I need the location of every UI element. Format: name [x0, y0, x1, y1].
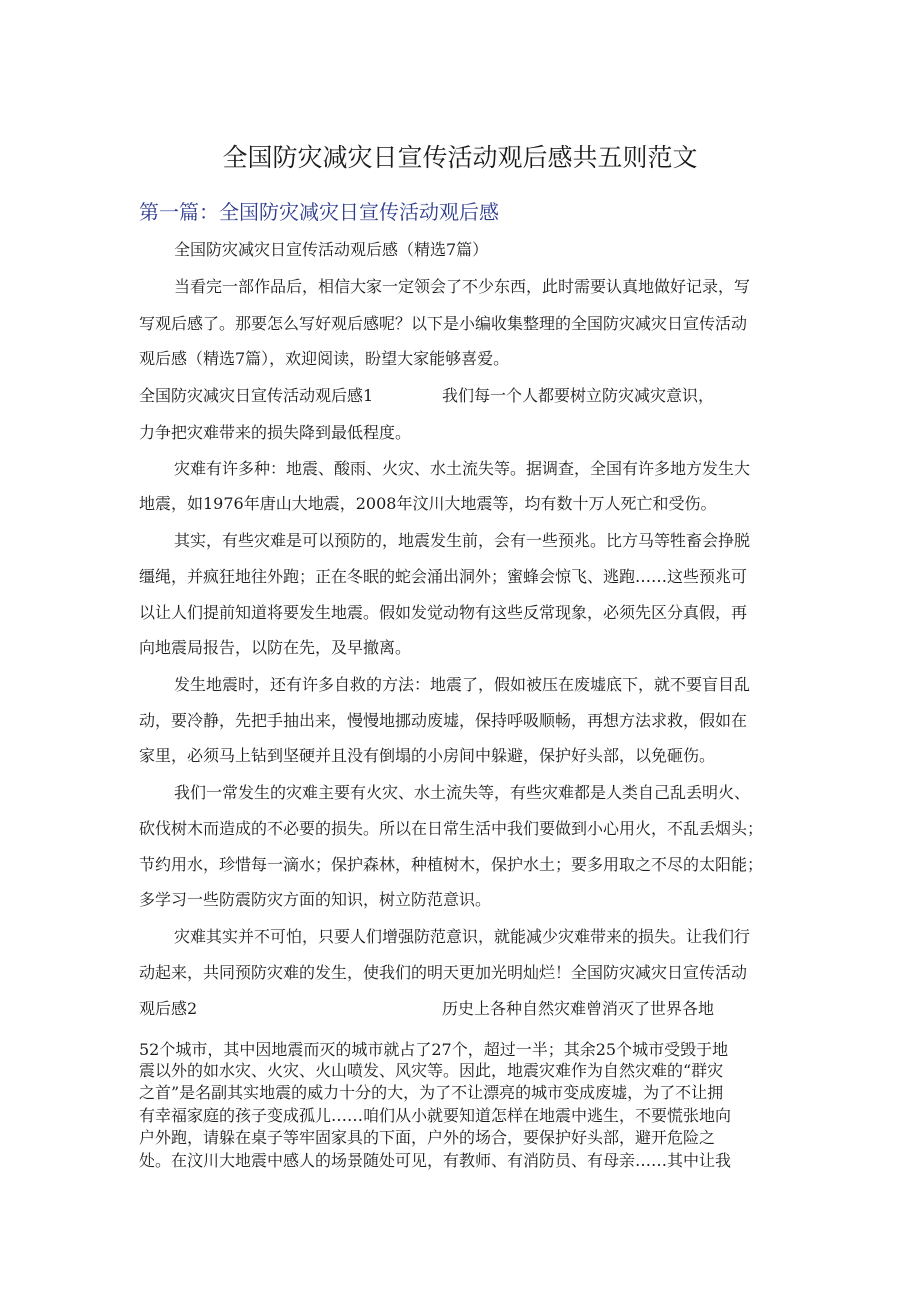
paragraph-line: 观后感（精选7篇），欢迎阅读，盼望大家能够喜爱。	[139, 349, 510, 368]
paragraph-line: 动，要冷静，先把手抽出来，慢慢地挪动废墟，保持呼吸顺畅，再想方法求救，假如在	[139, 711, 748, 730]
paragraph-line: 其实，有些灾难是可以预防的，地震发生前，会有一些预兆。比方马等牲畜会挣脱	[174, 531, 751, 550]
paragraph-line: 之首”是名副其实地震的威力十分的大，为了不让漂亮的城市变成废墟，为了不让拥	[139, 1083, 724, 1102]
paragraph-line: 灾难有许多种：地震、酸雨、火灾、水土流失等。据调查，全国有许多地方发生大	[174, 459, 751, 478]
paragraph-line: 家里，必须马上钻到坚硬并且没有倒塌的小房间中躲避，保护好头部，以免砸伤。	[139, 746, 716, 765]
paragraph-line: 发生地震时，还有许多自救的方法：地震了，假如被压在废墟底下，就不要盲目乱	[174, 675, 751, 694]
section-heading: 第一篇：全国防灾减灾日宣传活动观后感	[139, 200, 499, 224]
paragraph-line: 震以外的如水灾、火灾、火山喷发、风灾等。因此，地震灾难作为自然灾难的“群灾	[139, 1061, 724, 1080]
paragraph-line: 全国防灾减灾日宣传活动观后感（精选7篇）	[174, 240, 489, 259]
paragraph-line: 节约用水，珍惜每一滴水；保护森林，种植树木，保护水土；要多用取之不尽的太阳能；	[139, 855, 764, 874]
paragraph-line: 处。在汶川大地震中感人的场景随处可见，有教师、有消防员、有母亲……其中让我	[139, 1151, 732, 1170]
paragraph-line: 写观后感了。那要怎么写好观后感呢？以下是小编收集整理的全国防灾减灾日宣传活动	[139, 314, 748, 333]
paragraph-line: 灾难其实并不可怕，只要人们增强防范意识，就能减少灾难带来的损失。让我们行	[174, 927, 751, 946]
paragraph-line: 地震，如1976年唐山大地震，2008年汶川大地震等，均有数十万人死亡和受伤。	[139, 494, 717, 513]
paragraph-line: 动起来，共同预防灾难的发生，使我们的明天更加光明灿烂！全国防灾减灾日宣传活动	[139, 963, 748, 982]
section-label: 全国防灾减灾日宣传活动观后感1	[139, 386, 374, 405]
section-label: 观后感2	[139, 999, 198, 1018]
paragraph-line: 向地震局报告，以防在先，及早撤离。	[139, 638, 412, 657]
paragraph-line: 力争把灾难带来的损失降到最低程度。	[139, 423, 412, 442]
paragraph-line: 砍伐树木而造成的不必要的损失。所以在日常生活中我们要做到小心用火，不乱丢烟头；	[139, 819, 764, 838]
paragraph-line: 以让人们提前知道将要发生地震。假如发觉动物有这些反常现象，必须先区分真假，再	[139, 603, 748, 622]
paragraph-line: 历史上各种自然灾难曾消灭了世界各地	[442, 999, 715, 1018]
paragraph-line: 我们每一个人都要树立防灾减灾意识，	[442, 386, 715, 405]
document-title: 全国防灾减灾日宣传活动观后感共五则范文	[222, 143, 698, 172]
paragraph-line: 有幸福家庭的孩子变成孤儿……咱们从小就要知道怎样在地震中逃生，不要慌张地向	[139, 1106, 732, 1125]
paragraph-line: 缰绳，并疯狂地往外跑；正在冬眠的蛇会涌出洞外；蜜蜂会惊飞、逃跑……这些预兆可	[139, 567, 748, 586]
paragraph-line: 52个城市，其中因地震而灭的城市就占了27个，超过一半；其余25个城市受毁于地	[139, 1040, 729, 1059]
paragraph-line: 多学习一些防震防灾方面的知识，树立防范意识。	[139, 890, 492, 909]
paragraph-line: 户外跑，请躲在桌子等牢固家具的下面，户外的场合，要保护好头部，避开危险之	[139, 1128, 716, 1147]
paragraph-line: 当看完一部作品后，相信大家一定领会了不少东西，此时需要认真地做好记录，写	[174, 277, 751, 296]
paragraph-line: 我们一常发生的灾难主要有火灾、水土流失等，有些灾难都是人类自己乱丢明火、	[174, 783, 751, 802]
